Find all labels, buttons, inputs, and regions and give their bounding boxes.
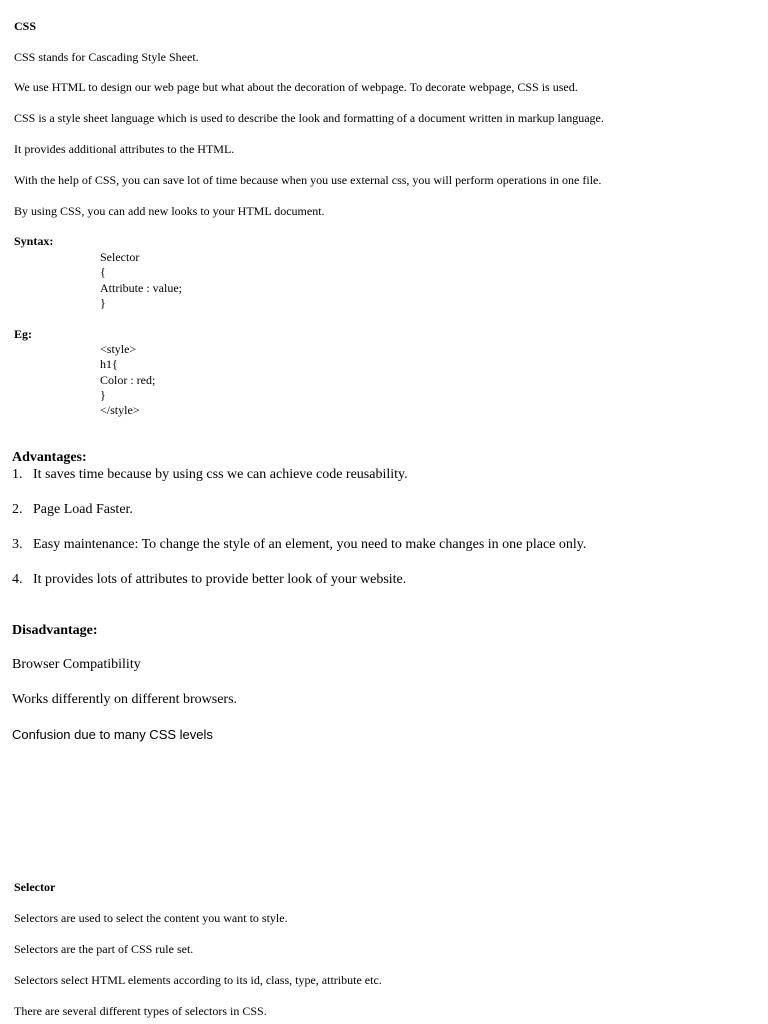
- eg-line: <style>: [100, 342, 137, 356]
- css-paragraph: It provides additional attributes to the HTML.: [14, 142, 235, 156]
- advantage-number: 4.: [12, 572, 23, 587]
- syntax-line: Selector: [100, 250, 140, 264]
- disadvantage-heading: Disadvantage:: [12, 623, 98, 638]
- advantage-text: It saves time because by using css we can achieve code reusability.: [33, 467, 408, 482]
- eg-line: }: [100, 388, 106, 402]
- css-paragraph: CSS stands for Cascading Style Sheet.: [14, 50, 199, 64]
- advantage-number: 1.: [12, 467, 23, 482]
- css-paragraph: With the help of CSS, you can save lot of time because when you use external css, you will perform operations in one file.: [14, 173, 602, 187]
- css-title: CSS: [14, 19, 37, 33]
- selector-paragraph: Selectors are the part of CSS rule set.: [14, 942, 194, 956]
- syntax-heading: Syntax:: [14, 234, 54, 248]
- advantages-heading: Advantages:: [12, 450, 87, 465]
- selector-title: Selector: [14, 880, 56, 894]
- disadvantage-line: Browser Compatibility: [12, 657, 141, 672]
- selector-paragraph: There are several different types of selectors in CSS.: [14, 1004, 267, 1018]
- css-paragraph: CSS is a style sheet language which is used to describe the look and formatting of a document written in markup language.: [14, 111, 604, 125]
- syntax-line: {: [100, 265, 106, 279]
- css-paragraph: By using CSS, you can add new looks to your HTML document.: [14, 204, 325, 218]
- advantage-text: Easy maintenance: To change the style of an element, you need to make changes in one place only.: [33, 537, 587, 552]
- advantage-text: Page Load Faster.: [33, 502, 133, 517]
- syntax-line: Attribute : value;: [100, 281, 182, 295]
- advantage-number: 2.: [12, 502, 23, 517]
- eg-line: h1{: [100, 357, 118, 371]
- eg-line: Color : red;: [100, 373, 156, 387]
- selector-paragraph: Selectors select HTML elements according to its id, class, type, attribute etc.: [14, 973, 382, 987]
- disadvantage-line: Works differently on different browsers.: [12, 692, 238, 707]
- advantage-number: 3.: [12, 537, 23, 552]
- syntax-line: }: [100, 296, 106, 310]
- disadvantage-line: Confusion due to many CSS levels: [12, 727, 213, 742]
- eg-heading: Eg:: [14, 327, 32, 341]
- eg-line: </style>: [100, 403, 140, 417]
- css-paragraph: We use HTML to design our web page but what about the decoration of webpage. To decorate webpage, CSS is used.: [14, 80, 578, 94]
- advantage-text: It provides lots of attributes to provide better look of your website.: [33, 572, 407, 587]
- selector-paragraph: Selectors are used to select the content you want to style.: [14, 911, 288, 925]
